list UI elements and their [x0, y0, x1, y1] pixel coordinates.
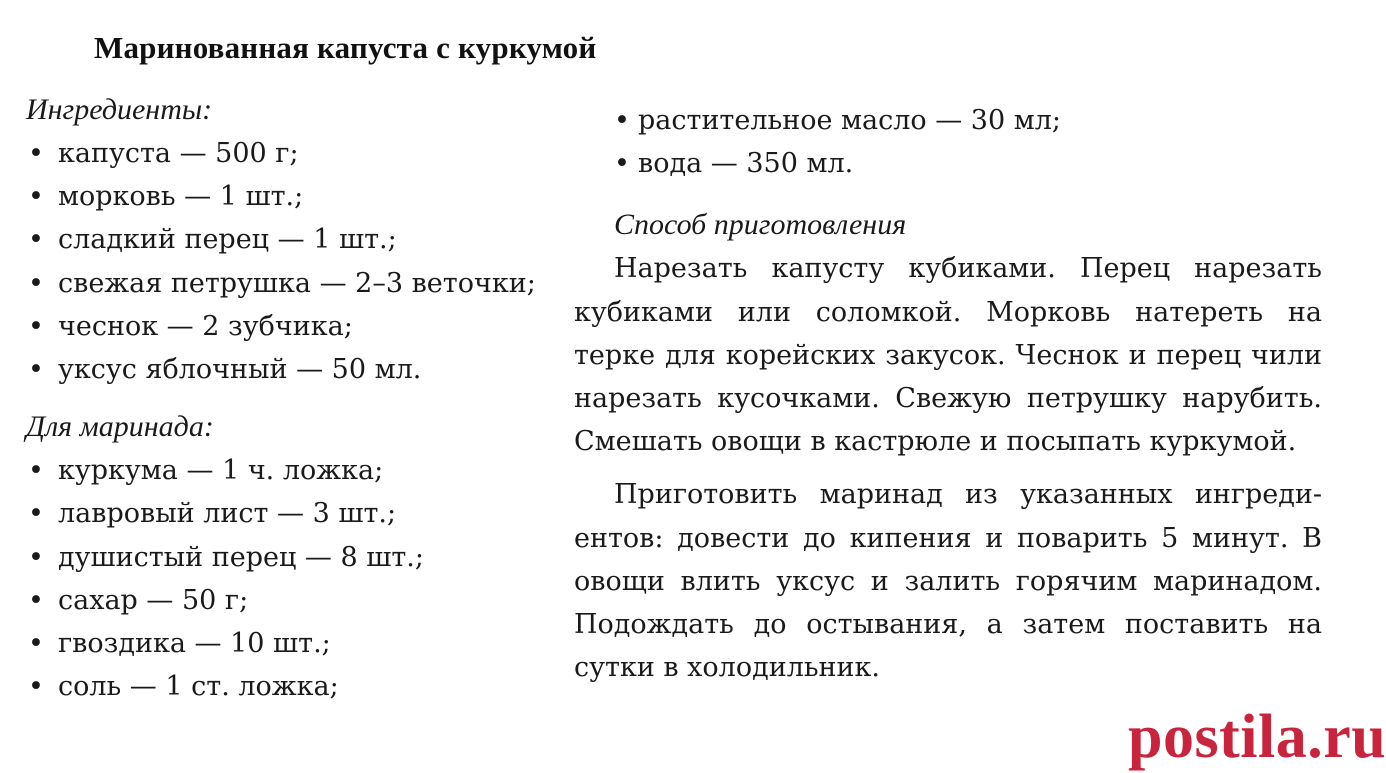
- marinade-heading: Для маринада:: [26, 410, 214, 444]
- method-paragraph: Нарезать капусту кубиками. Перец нарезать кубиками или соломкой. Морковь натереть на терке для корейских закусок. Чеснок и перец чили нарезать кусочками. Свежую петрушку нарубить. Смешать овощи в кастрюле и посыпать куркумой.: [574, 253, 1322, 458]
- ingredients-heading: Ингредиенты:: [26, 93, 213, 126]
- list-item: • душистый перец — 8 шт.;: [26, 536, 571, 579]
- method-heading: Способ приготовления: [614, 208, 907, 242]
- list-item: • капуста — 500 г;: [26, 132, 571, 175]
- watermark-logo: postila.ru: [1128, 703, 1386, 771]
- list-item: • свежая петрушка — 2–3 веточки;: [26, 262, 571, 305]
- left-column: [26, 88, 571, 708]
- right-column: [574, 99, 1322, 689]
- recipe-title: Маринованная капуста с куркумой: [94, 30, 597, 65]
- list-item: • уксус яблочный — 50 мл.: [26, 348, 571, 391]
- marinade-list: [26, 449, 571, 708]
- list-item: • лавровый лист — 3 шт.;: [26, 492, 571, 535]
- list-item: • чеснок — 2 зубчика;: [26, 305, 571, 348]
- list-item: • растительное масло — 30 мл;: [574, 99, 1322, 142]
- marinade-list-continued: [574, 99, 1322, 185]
- list-item: • вода — 350 мл.: [574, 142, 1322, 185]
- list-item: • куркума — 1 ч. ложка;: [26, 449, 571, 492]
- list-item: • морковь — 1 шт.;: [26, 175, 571, 218]
- list-item: • сахар — 50 г;: [26, 579, 571, 622]
- ingredients-list: [26, 132, 571, 391]
- method-paragraph: Приготовить маринад из указанных ингредиентов: довести до кипения и поварить 5 минут. В овощи влить уксус и залить горячим маринадом. Подождать до остывания, а затем поставить на сутки в холодильник.: [574, 479, 1322, 684]
- list-item: • соль — 1 ст. ложка;: [26, 665, 571, 708]
- list-item: • сладкий перец — 1 шт.;: [26, 218, 571, 261]
- list-item: • гвоздика — 10 шт.;: [26, 622, 571, 665]
